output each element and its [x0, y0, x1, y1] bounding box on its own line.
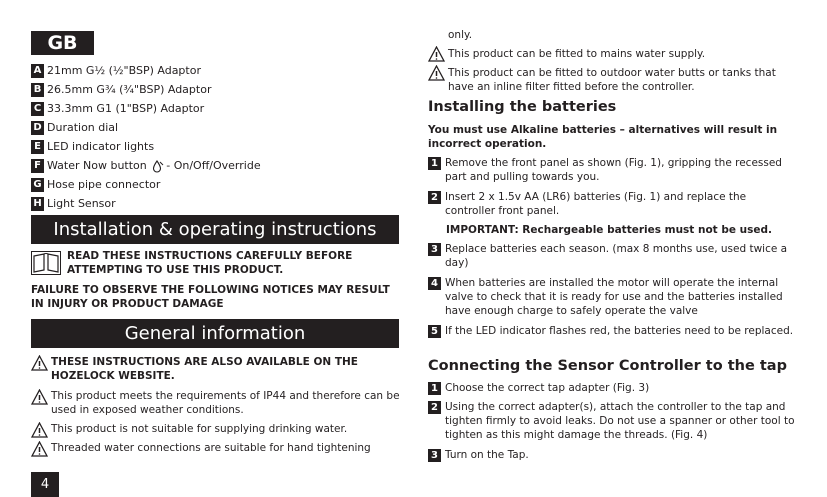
part-item-e	[31, 139, 154, 155]
tap-step	[428, 400, 798, 442]
part-letter: E	[31, 140, 44, 154]
battery-step	[428, 190, 798, 218]
tap-heading: Connecting the Sensor Controller to the tap	[428, 358, 787, 374]
part-letter: G	[31, 178, 44, 192]
part-label: 26.5mm G¾ (¾"BSP) Adaptor	[47, 83, 212, 96]
website-notice: THESE INSTRUCTIONS ARE ALSO AVAILABLE ON THE HOZELOCK WEBSITE.	[51, 356, 358, 382]
battery-step	[428, 156, 798, 184]
step-text: Insert 2 x 1.5v AA (LR6) batteries (Fig. 1) and replace the controller front panel.	[445, 191, 747, 217]
part-item-c	[31, 101, 204, 117]
step-text: When batteries are installed the motor will operate the internal valve to check that it is ready for use and the batteries installed have enough charge to safely operate the valve	[445, 277, 783, 317]
step-number: 2	[428, 401, 441, 414]
mains-supply-notice: This product can be fitted to mains water supply.	[448, 48, 706, 60]
batteries-intro: You must use Alkaline batteries – alternatives will result in incorrect operation.	[428, 124, 778, 150]
step-number: 4	[428, 277, 441, 290]
step-text: Using the correct adapter(s), attach the controller to the tap and tighten firmly to avoid leaks. Do not use a spanner or other tool to tighten as this might damage the threads. (Fig. 4)	[445, 401, 795, 441]
part-label: Hose pipe connector	[47, 178, 161, 191]
part-letter: B	[31, 83, 44, 97]
warning-icon	[428, 46, 445, 62]
part-item-h	[31, 196, 116, 212]
step-number: 3	[428, 449, 441, 462]
warning-icon	[31, 389, 48, 405]
part-label: Water Now button	[47, 159, 147, 172]
drinking-water-notice: This product is not suitable for supplying drinking water.	[51, 423, 348, 435]
part-item-d	[31, 120, 118, 136]
part-label: LED indicator lights	[47, 140, 155, 153]
part-letter: F	[31, 159, 44, 173]
part-letter: H	[31, 197, 44, 211]
part-label-suffix: - On/Off/Override	[166, 159, 261, 172]
failure-notice: FAILURE TO OBSERVE THE FOLLOWING NOTICES MAY RESULT IN INJURY OR PRODUCT DAMAGE	[31, 284, 390, 310]
warning-icon	[428, 65, 445, 81]
part-label: Duration dial	[47, 121, 119, 134]
part-letter: A	[31, 64, 44, 78]
step-number: 3	[428, 243, 441, 256]
step-number: 5	[428, 325, 441, 338]
step-text: Choose the correct tap adapter (Fig. 3)	[445, 382, 650, 394]
threaded-connections-notice: Threaded water connections are suitable for hand tightening	[51, 442, 371, 454]
step-text: Replace batteries each season. (max 8 months use, used twice a day)	[445, 243, 788, 269]
part-letter: D	[31, 121, 44, 135]
continued-text: only.	[448, 29, 473, 41]
part-item-f	[31, 158, 261, 174]
step-number: 2	[428, 191, 441, 204]
part-label: Light Sensor	[47, 197, 116, 210]
tap-step	[428, 381, 798, 395]
step-number: 1	[428, 157, 441, 170]
warning-icon	[31, 441, 48, 457]
water-drop-icon	[152, 160, 164, 173]
part-label: 21mm G½ (½"BSP) Adaptor	[47, 64, 201, 77]
batteries-heading: Installing the batteries	[428, 99, 617, 115]
general-info-banner: General information	[31, 319, 399, 348]
part-item-a	[31, 63, 201, 79]
step-text: Remove the front panel as shown (Fig. 1), gripping the recessed part and pulling towards you.	[445, 157, 782, 183]
battery-step	[428, 276, 798, 318]
step-number: 1	[428, 382, 441, 395]
installation-banner: Installation & operating instructions	[31, 215, 399, 244]
read-instructions-notice: READ THESE INSTRUCTIONS CAREFULLY BEFORE ATTEMPTING TO USE THIS PRODUCT.	[67, 250, 353, 276]
part-label: 33.3mm G1 (1"BSP) Adaptor	[47, 102, 205, 115]
manual-book-icon	[31, 251, 61, 275]
warning-icon	[31, 355, 48, 371]
part-item-g	[31, 177, 160, 193]
battery-step	[428, 242, 798, 270]
step-text: Turn on the Tap.	[445, 449, 529, 461]
water-butts-notice: This product can be fitted to outdoor water butts or tanks that have an inline filter fitted before the controller.	[448, 67, 776, 93]
language-badge: GB	[31, 31, 94, 55]
step-text: If the LED indicator flashes red, the batteries need to be replaced.	[445, 325, 794, 337]
part-item-b	[31, 82, 211, 98]
important-note: IMPORTANT: Rechargeable batteries must not be used.	[446, 224, 772, 236]
tap-step	[428, 448, 798, 462]
battery-step	[428, 324, 798, 338]
warning-icon	[31, 422, 48, 438]
part-letter: C	[31, 102, 44, 116]
ip44-notice: This product meets the requirements of IP44 and therefore can be used in exposed weather conditions.	[51, 390, 400, 416]
page-number: 4	[31, 472, 59, 497]
